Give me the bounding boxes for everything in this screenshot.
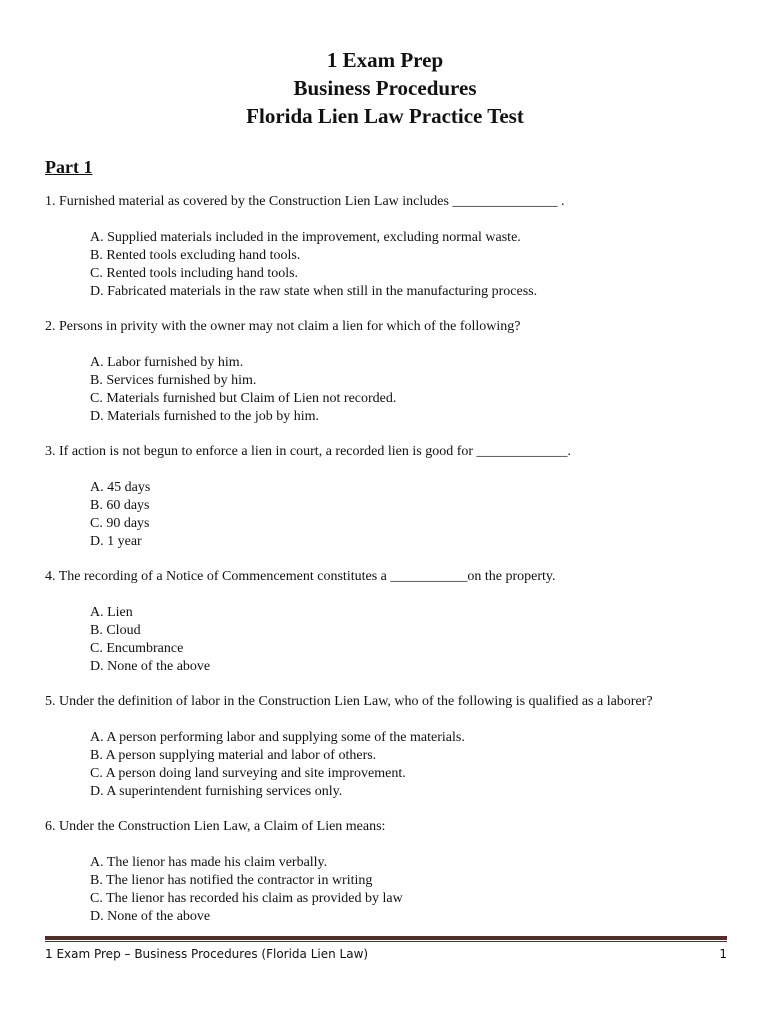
- answer-options: [45, 604, 735, 676]
- option-b: B. Services furnished by him.: [90, 373, 257, 388]
- answer-options: [45, 354, 735, 426]
- option-c: C. Materials furnished but Claim of Lien not recorded.: [90, 391, 397, 406]
- page-number: 1: [719, 947, 727, 961]
- title-line-1: 1 Exam Prep: [326, 48, 444, 72]
- answer-options: [45, 229, 735, 301]
- option-c: C. Rented tools including hand tools.: [90, 266, 299, 281]
- option-d: D. Materials furnished to the job by him.: [90, 409, 320, 424]
- question-text: 6. Under the Construction Lien Law, a Claim of Lien means:: [45, 819, 386, 834]
- title-line-2: Business Procedures: [293, 76, 477, 100]
- option-a: A. Lien: [90, 605, 133, 620]
- question-2: [45, 318, 735, 443]
- question-text: 5. Under the definition of labor in the Construction Lien Law, who of the following is qualified as a laborer?: [45, 694, 653, 709]
- question-4: [45, 568, 735, 693]
- question-6: [45, 818, 735, 926]
- option-d: D. 1 year: [90, 534, 142, 549]
- option-a: A. Labor furnished by him.: [90, 355, 244, 370]
- footer-title: 1 Exam Prep – Business Procedures (Florida Lien Law): [45, 947, 369, 961]
- part-heading: Part 1: [45, 157, 93, 177]
- answer-options: [45, 479, 735, 551]
- answer-options: [45, 854, 735, 926]
- title-line-3: Florida Lien Law Practice Test: [246, 104, 524, 128]
- question-text: 4. The recording of a Notice of Commencement constitutes a ___________on the property.: [45, 569, 556, 584]
- option-a: A. 45 days: [90, 480, 151, 495]
- question-text: 1. Furnished material as covered by the Construction Lien Law includes _______________ .: [45, 194, 565, 209]
- option-b: B. A person supplying material and labor of others.: [90, 748, 377, 763]
- option-d: D. Fabricated materials in the raw state when still in the manufacturing process.: [90, 284, 538, 299]
- option-c: C. The lienor has recorded his claim as provided by law: [90, 891, 403, 906]
- option-d: D. None of the above: [90, 659, 211, 674]
- question-list: [45, 193, 735, 926]
- document-title: [0, 46, 770, 130]
- question-3: [45, 443, 735, 568]
- question-text: 2. Persons in privity with the owner may not claim a lien for which of the following?: [45, 319, 521, 334]
- footer-divider: [45, 936, 727, 940]
- footer-divider-thin: [45, 941, 727, 942]
- option-a: A. The lienor has made his claim verbally.: [90, 855, 328, 870]
- option-b: B. 60 days: [90, 498, 150, 513]
- option-a: A. A person performing labor and supplying some of the materials.: [90, 730, 465, 745]
- option-d: D. A superintendent furnishing services only.: [90, 784, 343, 799]
- page-footer: [45, 946, 727, 962]
- option-b: B. Cloud: [90, 623, 141, 638]
- option-a: A. Supplied materials included in the improvement, excluding normal waste.: [90, 230, 521, 245]
- question-text: 3. If action is not begun to enforce a lien in court, a recorded lien is good for _____________.: [45, 444, 572, 459]
- question-1: [45, 193, 735, 318]
- option-c: C. 90 days: [90, 516, 150, 531]
- answer-options: [45, 729, 735, 801]
- option-b: B. Rented tools excluding hand tools.: [90, 248, 301, 263]
- option-d: D. None of the above: [90, 909, 211, 924]
- option-c: C. A person doing land surveying and site improvement.: [90, 766, 406, 781]
- option-b: B. The lienor has notified the contractor in writing: [90, 873, 373, 888]
- option-c: C. Encumbrance: [90, 641, 184, 656]
- question-5: [45, 693, 735, 818]
